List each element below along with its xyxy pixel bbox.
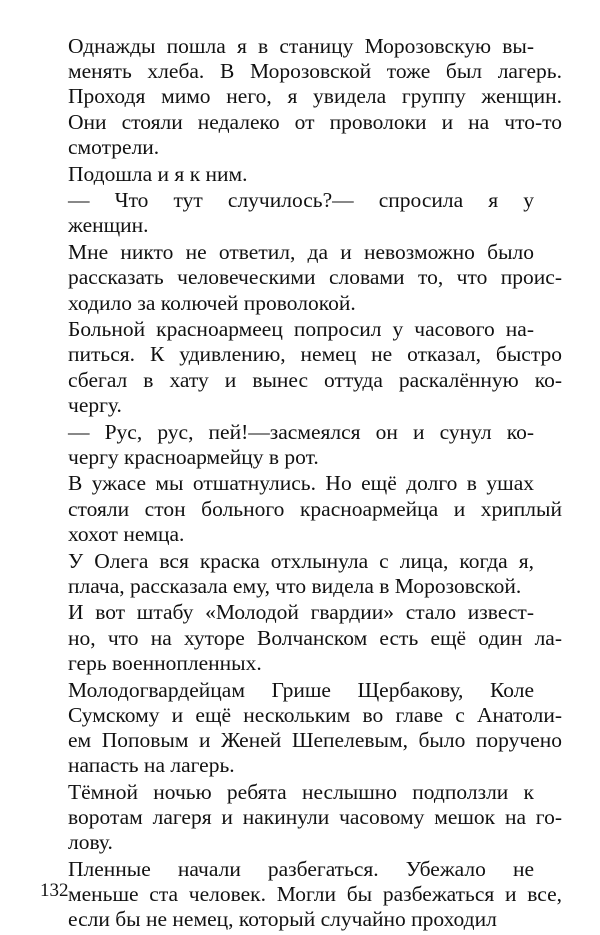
text-line: менять хлеба. В Морозовской тоже был лагерь. (68, 59, 562, 84)
text-line: — Что тут случилось?— спросила я у (68, 188, 534, 213)
paragraph (40, 780, 562, 856)
text-line: ходило за колючей проволокой. (68, 290, 356, 315)
text-line: напасть на лагерь. (68, 753, 235, 778)
text-line: сбегал в хату и вынес оттуда раскалённую ко- (68, 367, 562, 392)
paragraph (40, 678, 562, 779)
text-line: И вот штабу «Молодой гвардии» стало извест- (68, 600, 534, 625)
text-line: герь военнопленных. (68, 650, 262, 675)
text-line: Тёмной ночью ребята неслышно подползли к (68, 779, 534, 804)
text-line: лову. (68, 830, 113, 855)
paragraph (40, 549, 562, 599)
text-line: У Олега вся краска отхлынула с лица, когда я, (68, 548, 534, 573)
text-line: женщин. (68, 213, 149, 238)
text-line: хохот немца. (68, 521, 185, 546)
text-line: чергу красноармейцу в рот. (68, 444, 319, 469)
text-line: Больной красноармеец попросил у часового на- (68, 317, 534, 342)
text-line: Молодогвардейцам Грише Щербакову, Коле (68, 677, 534, 702)
text-line: — Рус, рус, пей!—засмеялся он и сунул ко- (68, 419, 534, 444)
text-line: Проходя мимо него, я увидела группу женщин. (68, 84, 562, 109)
text-line: Сумскому и ещё нескольким во главе с Анатоли- (68, 702, 562, 727)
text-line: Пленные начали разбегаться. Убежало не (68, 857, 534, 881)
paragraph (40, 600, 562, 676)
text-line: воротам лагеря и накинули часовому мешок на го- (68, 805, 562, 830)
paragraph (40, 857, 562, 933)
paragraph (40, 471, 562, 547)
text-line: Однажды пошла я в станицу Морозовскую вы- (68, 34, 534, 58)
paragraph (40, 162, 562, 187)
paragraph (40, 317, 562, 418)
text-line: плача, рассказала ему, что видела в Морозовской. (68, 573, 522, 598)
paragraph (40, 240, 562, 316)
text-line: стояли стон больного красноармейца и хриплый (68, 496, 562, 521)
page-number: 132 (40, 880, 69, 901)
paragraph (40, 188, 562, 238)
text-line: рассказать человеческими словами то, что проис- (68, 265, 562, 290)
text-line: В ужасе мы отшатнулись. Но ещё долго в ушах (68, 471, 534, 496)
page-text (40, 34, 562, 934)
text-line: меньше ста человек. Могли бы разбежаться и все, (68, 882, 562, 907)
paragraph (40, 420, 562, 470)
text-line: но, что на хуторе Волчанском есть ещё один ла- (68, 625, 562, 650)
text-line: Подошла и я к ним. (68, 161, 248, 186)
text-line: смотрели. (68, 134, 160, 159)
text-line: если бы не немец, который случайно проходил (68, 907, 497, 932)
text-line: чергу. (68, 392, 122, 417)
text-line: питься. К удивлению, немец не отказал, быстро (68, 342, 562, 367)
paragraph (40, 34, 562, 160)
text-line: ем Поповым и Женей Шепелевым, было поручено (68, 727, 562, 752)
text-line: Мне никто не ответил, да и невозможно было (68, 240, 534, 265)
text-line: Они стояли недалеко от проволоки и на что-то (68, 109, 562, 134)
